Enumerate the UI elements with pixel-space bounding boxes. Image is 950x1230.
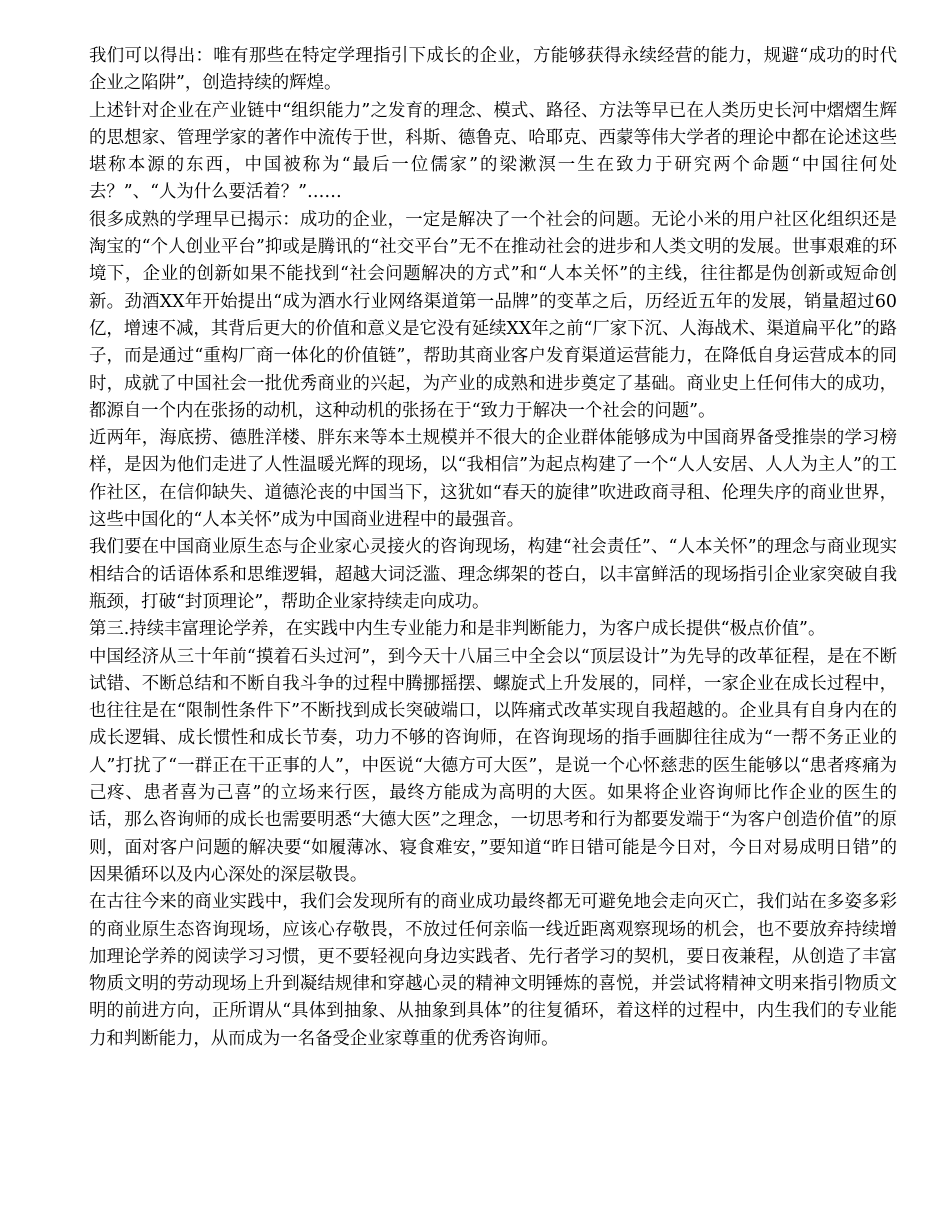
paragraph-business-practice: 在古往今来的商业实践中，我们会发现所有的商业成功最终都无可避免地会走向灭亡，我们站在多姿多彩的商业原生态咨询现场，应该心存敬畏，不放过任何亲临一线近距离观察现场的机会，也不要放弃持续增加理论学养的阅读学习习惯，更不要轻视向身边实践者、先行者学习的契机，要日夜兼程，从创造了丰富物质文明的劳动现场上升到凝结规律和穿越心灵的精神文明锤炼的喜悦，并尝试将精神文明来指引物质文明的前进方向，正所谓从“具体到抽象、从抽象到具体”的往复循环，着这样的过程中，内生我们的专业能力和判断能力，从而成为一名备受企业家尊重的优秀咨询师。 xyxy=(89,892,897,1049)
document-page xyxy=(89,43,897,1053)
paragraph-social-problem: 很多成熟的学理早已揭示：成功的企业，一定是解决了一个社会的问题。无论小米的用户社区化组织还是淘宝的“个人创业平台”抑或是腾讯的“社交平台”无不在推动社会的进步和人类文明的发展。世事艰难的环境下，企业的创新如果不能找到“社会问题解决的方式”和“人本关怀”的主线，往往都是伪创新或短命创新。劲酒XX年开始提出“成为酒水行业网络渠道第一品牌”的变革之后，历经近五年的发展，销量超过60亿，增速不减，其背后更大的价值和意义是它没有延续XX年之前“厂家下沉、人海战术、渠道扁平化”的路子，而是通过“重构厂商一体化的价值链”，帮助其商业客户发育渠道运营能力，在降低自身运营成本的同时，成就了中国社会一批优秀商业的兴起，为产业的成熟和进步奠定了基础。商业史上任何伟大的成功，都源自一个内在张扬的动机，这种动机的张扬在于“致力于解决一个社会的问题”。 xyxy=(89,209,897,421)
paragraph-consulting-field: 我们要在中国商业原生态与企业家心灵接火的咨询现场，构建“社会责任”、“人本关怀”的理念与商业现实相结合的话语体系和思维逻辑，超越大词泛滥、理念绑架的苍白，以丰富鲜活的现场指引企业家突破自我瓶颈，打破“封顶理论”，帮助企业家持续走向成功。 xyxy=(89,537,897,612)
paragraph-reform-journey: 中国经济从三十年前“摸着石头过河”，到今天十八届三中全会以“顶层设计”为先导的改革征程，是在不断试错、不断总结和不断自我斗争的过程中腾挪摇摆、螺旋式上升发展的，同样，一家企业在成长过程中，也往往是在“限制性条件下”不断找到成长突破端口，以阵痛式改革实现自我超越的。企业具有自身内在的成长逻辑、成长惯性和成长节奏，功力不够的咨询师，在咨询现场的指手画脚往往成为“一帮不务正业的人”打扰了“一群正在干正事的人”，中医说“大德方可大医”，是说一个心怀慈悲的医生能够以“患者疼痛为己疼、患者喜为己喜”的立场来行医，最终方能成为高明的大医。如果将企业咨询师比作企业的医生的话，那么咨询师的成长也需要明悉“大德大医”之理念，一切思考和行为都要发端于“为客户创造价值”的原则，面对客户问题的解决要“如履薄冰、寝食难安，”要知道“昨日错可能是今日对，今日对易成明日错”的因果循环以及内心深处的深层敬畏。 xyxy=(89,646,897,885)
paragraph-conclusion: 我们可以得出：唯有那些在特定学理指引下成长的企业，方能够获得永续经营的能力，规避“成功的时代企业之陷阱”，创造持续的辉煌。 xyxy=(89,46,897,94)
paragraph-organizational-capability: 上述针对企业在产业链中“组织能力”之发育的理念、模式、路径、方法等早已在人类历史长河中熠熠生辉的思想家、管理学家的著作中流传于世，科斯、德鲁克、哈耶克、西蒙等伟大学者的理论中都在论述这些堪称本源的东西，中国被称为“最后一位儒家”的梁漱溟一生在致力于研究两个命题“中国往何处去？”、“人为什么要活着？”…… xyxy=(89,100,897,203)
paragraph-section-heading: 第三.持续丰富理论学养，在实践中内生专业能力和是非判断能力，为客户成长提供“极点价值”。 xyxy=(89,619,826,640)
paragraph-humanistic-care: 近两年，海底捞、德胜洋楼、胖东来等本土规模并不很大的企业群体能够成为中国商界备受推崇的学习榜样，是因为他们走进了人性温暖光辉的现场，以“我相信”为起点构建了一个“人人安居、人人为主人”的工作社区，在信仰缺失、道德沦丧的中国当下，这犹如“春天的旋律”吹进政商寻租、伦理失序的商业世界，这些中国化的“人本关怀”成为中国商业进程中的最强音。 xyxy=(89,428,897,531)
